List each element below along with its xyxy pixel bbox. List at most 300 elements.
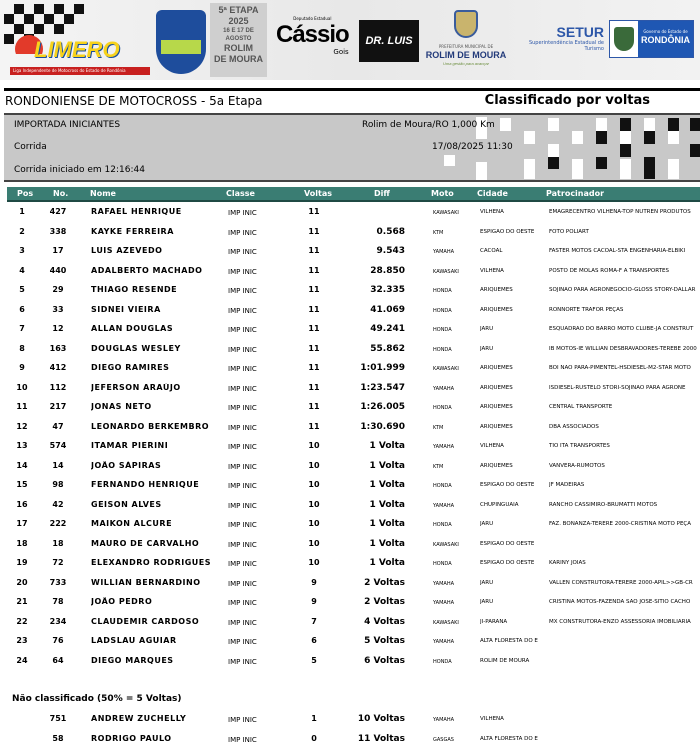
cassio-name: Cássio	[276, 21, 349, 48]
cell-pos: 12	[16, 421, 28, 431]
table-row	[7, 225, 700, 243]
column-header-diff: Diff	[374, 189, 390, 198]
cell-no: 33	[52, 304, 64, 314]
column-header-moto: Moto	[431, 189, 454, 198]
cell-moto: KAWASAKI	[433, 366, 459, 372]
cell-cidade: ARIQUEMES	[480, 404, 513, 410]
cell-cidade: ALTA FLORESTA DO E	[480, 638, 538, 644]
cell-voltas: 11	[308, 421, 320, 431]
cell-diff: 1:30.690	[360, 421, 405, 432]
cell-voltas: 11	[308, 324, 320, 333]
cell-cidade: ARIQUEMES	[480, 384, 513, 391]
cell-nome: ELEXANDRO RODRIGUES	[91, 558, 211, 567]
column-header-classe: Classe	[226, 189, 255, 198]
cell-classe: IMP INIC	[228, 404, 257, 412]
cell-no: 217	[49, 402, 67, 411]
crest-icon	[454, 10, 478, 38]
table-row	[7, 654, 700, 672]
cell-cidade: ESPIGÃO DO OESTE	[480, 560, 535, 566]
cell-nome: CLAUDEMIR CARDOSO	[91, 616, 200, 626]
cell-pos: 2	[19, 226, 25, 236]
cell-diff: 6 Voltas	[364, 655, 405, 666]
etapa-label: 5ª ETAPA	[218, 5, 259, 15]
cell-no: 72	[52, 558, 64, 567]
cell-no: 574	[49, 441, 67, 450]
cell-cidade: JARU	[480, 599, 494, 605]
cell-nome: MAIKON ALCURE	[91, 519, 173, 528]
cell-pos: 15	[16, 480, 28, 489]
cell-no: 42	[52, 499, 64, 509]
cell-classe: IMP INIC	[228, 540, 257, 549]
cell-cidade: JARU	[480, 579, 494, 586]
cell-pos: 14	[16, 460, 28, 470]
cell-diff: 1 Volta	[369, 558, 405, 568]
table-row	[7, 712, 700, 730]
cassio-gois: Gois	[333, 48, 349, 56]
cell-pat: ISDIESEL-RUSTELO STORI-SOJINÃO PARA AGRONE	[549, 384, 686, 391]
cell-classe: IMP INIC	[228, 248, 257, 256]
cell-diff: 32.335	[370, 285, 405, 295]
setur-title: SETUR	[556, 24, 604, 40]
table-row	[7, 537, 700, 555]
cell-classe: IMP INIC	[228, 501, 257, 510]
cell-pos: 7	[19, 324, 25, 333]
cell-diff: 1 Volta	[369, 480, 405, 490]
column-header-cidade: Cidade	[477, 189, 508, 198]
crest-icon	[614, 27, 634, 51]
cell-pos: 24	[16, 655, 28, 665]
cell-classe: IMP INIC	[228, 209, 257, 217]
cell-nome: JEFERSON ARAÚJO	[91, 382, 181, 392]
cell-classe: IMP INIC	[228, 326, 257, 334]
limero-logo	[4, 4, 154, 76]
cell-voltas: 10	[308, 519, 320, 528]
gov-name: RONDÔNIA	[641, 35, 690, 45]
cell-no: 222	[49, 519, 67, 528]
cell-voltas: 10	[308, 499, 320, 509]
cell-pat: ESQUADRÃO DO BARRO MOTO CLUBE-JA CONSTRUT	[549, 326, 694, 332]
cell-pat: EMAGRECENTRO VILHENA-TOP NUTREN PRODUTOS	[549, 209, 691, 215]
cell-pat: FAZ. BONANZA-TERERÉ 2000-CRISTINA MOTO PEÇA	[549, 521, 692, 527]
table-row	[7, 244, 700, 262]
cell-pos: 19	[16, 558, 28, 567]
cell-diff: 9.543	[376, 246, 405, 256]
cell-classe: IMP INIC	[228, 735, 257, 744]
limero-logo-text: LIMERO	[34, 37, 120, 62]
cell-no: 440	[49, 265, 67, 275]
cell-moto: YAMAHA	[433, 717, 455, 723]
cell-pos: 5	[19, 285, 25, 294]
cell-voltas: 11	[308, 265, 320, 275]
cell-diff: 1 Volta	[369, 538, 405, 549]
not-classified-label: Não classificado (50% = 5 Voltas)	[12, 694, 182, 704]
cell-no: 64	[52, 655, 64, 665]
cell-cidade: ESPIGÃO DO OESTE	[480, 540, 535, 547]
event-badge	[156, 10, 206, 74]
etapa-local1: ROLIM	[224, 43, 253, 53]
cell-classe: IMP INIC	[228, 345, 257, 354]
cell-cidade: JI-PARANÁ	[480, 618, 508, 625]
page-subtitle: Classificado por voltas	[484, 93, 650, 108]
column-header-nome: Nome	[90, 189, 116, 198]
cell-cidade: ARIQUEMES	[480, 287, 513, 293]
cell-classe: IMP INIC	[228, 599, 257, 607]
cell-pos: 4	[19, 265, 25, 275]
cell-nome: RODRIGO PAULO	[91, 733, 172, 743]
cell-no: 58	[52, 733, 64, 743]
cell-pat: RANCHO CASSIMIRO-BRUMATTI MOTOS	[549, 501, 658, 508]
cell-moto: YAMAHA	[433, 502, 455, 509]
cell-voltas: 11	[308, 363, 320, 372]
cell-pos: 9	[19, 363, 25, 372]
cell-pat: JF MADEIRAS	[549, 482, 585, 488]
cell-pat: FOTO POLIART	[549, 228, 589, 235]
cell-moto: KTM	[433, 463, 444, 470]
setur-sub1: Superintendência Estadual de	[528, 40, 604, 46]
cell-pat: VALLEN CONSTRUTORA-TERERÉ 2000-APIL>>GB-CR	[549, 579, 693, 586]
etapa-year: 2025	[228, 16, 249, 26]
cell-no: 18	[52, 538, 64, 548]
cell-no: 29	[52, 285, 64, 294]
cell-voltas: 0	[311, 733, 317, 743]
cell-nome: WILLIAN BERNARDINO	[91, 577, 201, 587]
cell-voltas: 10	[308, 480, 320, 489]
cell-pat: CENTRAL TRANSPORTE	[549, 404, 613, 410]
cell-cidade: CACOAL	[480, 248, 503, 254]
governo-logo	[609, 20, 694, 58]
cell-nome: DOUGLAS WESLEY	[91, 343, 181, 353]
cell-diff: 28.850	[370, 265, 405, 276]
gov-label: Governo do Estado de	[643, 29, 688, 34]
cell-no: 412	[49, 363, 67, 372]
table-row	[7, 732, 700, 750]
cell-moto: HONDA	[433, 307, 452, 314]
cell-cidade: JARU	[480, 345, 494, 352]
cell-diff: 1:23.547	[360, 382, 405, 393]
cell-classe: IMP INIC	[228, 462, 257, 471]
luis-logo: DR. LUIS	[359, 20, 419, 62]
prefeitura-label: PREFEITURA MUNICIPAL DE	[438, 44, 494, 49]
cell-nome: ALLAN DOUGLAS	[91, 324, 174, 333]
cell-nome: SIDNEI VIEIRA	[91, 304, 161, 314]
cell-pos: 10	[16, 382, 28, 392]
cell-pat: KARINY JÓIAS	[549, 560, 586, 566]
cell-moto: YAMAHA	[433, 600, 455, 606]
cell-pos: 16	[16, 499, 28, 509]
cell-voltas: 11	[308, 226, 320, 236]
cell-moto: YAMAHA	[433, 385, 455, 392]
cell-classe: IMP INIC	[228, 306, 257, 315]
cell-cidade: ROLIM DE MOURA	[480, 657, 530, 664]
page-title: RONDONIENSE DE MOTOCROSS - 5a Etapa	[5, 94, 263, 108]
cell-no: 751	[49, 714, 67, 723]
cell-voltas: 10	[308, 558, 320, 567]
cell-diff: 10 Voltas	[357, 714, 405, 724]
cell-moto: YAMAHA	[433, 639, 455, 645]
cell-classe: IMP INIC	[228, 482, 257, 490]
cell-voltas: 10	[308, 460, 320, 470]
table-row	[7, 303, 700, 321]
sponsor-banner	[0, 0, 700, 80]
cell-diff: 5 Voltas	[364, 636, 405, 646]
cell-moto: YAMAHA	[433, 580, 455, 587]
cell-cidade: ARIQUEMES	[480, 462, 513, 469]
cell-moto: KAWASAKI	[433, 541, 459, 548]
cell-cidade: JARU	[480, 521, 494, 527]
cell-cidade: ESPIGÃO DO OESTE	[480, 482, 535, 488]
cell-pat: MX CONSTRUTORA-ENZO ASSESSÓRIA IMOBILIÁRIA	[549, 618, 691, 625]
cell-diff: 49.241	[370, 324, 405, 334]
race-info	[4, 113, 700, 182]
table-row	[7, 439, 700, 457]
cell-diff: 0.568	[376, 226, 405, 237]
cell-diff: 1 Volta	[369, 499, 405, 510]
cell-pat: POSTO DE MOLAS ROMA-F A TRANSPORTES	[549, 267, 669, 274]
table-row	[7, 576, 700, 594]
cell-diff: 1 Volta	[369, 519, 405, 529]
cell-classe: IMP INIC	[228, 423, 257, 432]
cell-no: 78	[52, 597, 64, 606]
setur-sub2: Turismo	[584, 46, 604, 52]
table-row	[7, 498, 700, 516]
table-row	[7, 556, 700, 574]
cassio-logo	[276, 16, 349, 57]
cell-nome: DIEGO MARQUES	[91, 655, 174, 665]
cell-pos: 13	[16, 441, 28, 450]
cell-cidade: ARIQUEMES	[480, 306, 513, 313]
cell-nome: RAFAEL HENRIQUE	[91, 207, 182, 216]
cell-cidade: VILHENA	[480, 267, 504, 274]
cell-nome: GEISON ALVES	[91, 499, 162, 509]
cell-pos: 17	[16, 519, 28, 528]
limero-subtitle: Liga Independente de Motocross do Estado de Rondônia	[10, 67, 150, 75]
cell-voltas: 9	[311, 597, 317, 606]
cell-pos: 18	[16, 538, 28, 548]
cell-voltas: 6	[311, 636, 317, 645]
cell-pos: 8	[19, 343, 25, 353]
cell-voltas: 11	[308, 382, 320, 392]
cell-nome: LEONARDO BERKEMBRO	[91, 421, 210, 431]
cell-moto: KAWASAKI	[433, 268, 459, 275]
cell-cidade: ALTA FLORESTA DO E	[480, 735, 538, 742]
cell-classe: IMP INIC	[228, 287, 257, 295]
cell-voltas: 11	[308, 402, 320, 411]
cell-no: 234	[49, 616, 67, 626]
cell-classe: IMP INIC	[228, 228, 257, 237]
cell-diff: 11 Voltas	[357, 733, 405, 744]
prefeitura-name: ROLIM DE MOURA	[425, 50, 507, 60]
cell-moto: KTM	[433, 424, 444, 431]
cell-no: 163	[49, 343, 67, 353]
race-category: IMPORTADA INICIANTES	[14, 120, 121, 130]
cell-voltas: 11	[308, 207, 320, 216]
cell-cidade: VILHENA	[480, 443, 504, 449]
cell-diff: 41.069	[370, 304, 405, 315]
table-row	[7, 595, 700, 613]
cell-diff: 4 Voltas	[364, 616, 405, 627]
table-row	[7, 361, 700, 379]
cell-nome: JOÃO PEDRO	[91, 597, 153, 606]
cell-diff: 2 Voltas	[364, 597, 405, 607]
cell-pat: SOJINÃO PARA AGRONEGÓCIO-GLOSS STORY-DALLAR	[549, 287, 696, 293]
table-row	[7, 420, 700, 438]
cell-cidade: VILHENA	[480, 716, 504, 722]
cell-classe: IMP INIC	[228, 443, 257, 451]
cell-moto: HONDA	[433, 288, 452, 294]
cell-no: 98	[52, 480, 64, 489]
cell-classe: IMP INIC	[228, 618, 257, 627]
race-date: 17/08/2025 11:30	[432, 142, 513, 152]
cell-classe: IMP INIC	[228, 365, 257, 373]
cell-moto: HONDA	[433, 522, 452, 528]
cell-cidade: CHUPINGUAIA	[480, 501, 519, 508]
cell-pos: 11	[16, 402, 28, 411]
cell-pat: TIO ITA TRANSPORTES	[549, 443, 610, 449]
table-row	[7, 283, 700, 301]
prefeitura-logo	[421, 10, 511, 67]
cell-cidade: JARU	[480, 326, 494, 332]
cell-moto: KAWASAKI	[433, 210, 459, 216]
cell-voltas: 11	[308, 285, 320, 294]
cell-classe: IMP INIC	[228, 638, 257, 646]
column-header-no: No.	[53, 189, 69, 198]
cell-moto: KAWASAKI	[433, 619, 459, 626]
table-row	[7, 634, 700, 652]
cell-nome: MAURO DE CARVALHO	[91, 538, 200, 548]
cell-pos: 6	[19, 304, 25, 314]
cell-voltas: 11	[308, 343, 320, 353]
cell-cidade: ESPIGAO DO OESTE	[480, 228, 535, 235]
column-header-voltas: Voltas	[304, 189, 332, 198]
cell-classe: IMP INIC	[228, 560, 257, 568]
cell-moto: HONDA	[433, 483, 452, 489]
cell-diff: 1 Volta	[369, 441, 405, 451]
cell-nome: THIAGO RESENDE	[91, 285, 178, 294]
cell-moto: HONDA	[433, 561, 452, 567]
cell-voltas: 10	[308, 441, 320, 450]
cell-nome: JONAS NETO	[91, 402, 152, 411]
cell-classe: IMP INIC	[228, 384, 257, 393]
cell-pos: 20	[16, 577, 28, 587]
table-row	[7, 381, 700, 399]
cell-pat: BOI NÃO PARA-PIMENTEL-HSDIESEL-M2-STAR MOTO	[549, 365, 691, 371]
cell-pat: RONNORTE TRAFOR PEÇAS	[549, 306, 624, 313]
table-row	[7, 322, 700, 340]
cell-diff: 1:01.999	[360, 363, 405, 373]
table-row	[7, 615, 700, 633]
cell-cidade: ARIQUEMES	[480, 365, 513, 371]
cell-pos: 1	[19, 207, 25, 216]
cell-cidade: ARIQUEMES	[480, 423, 513, 430]
cell-voltas: 10	[308, 538, 320, 548]
cell-pat: DBA ASSOCIADOS	[549, 423, 599, 430]
cell-voltas: 11	[308, 304, 320, 314]
cell-no: 17	[52, 246, 64, 255]
cell-moto: KTM	[433, 229, 444, 236]
cell-moto: GASGAS	[433, 736, 454, 743]
etapa-dates: 16 E 17 DE AGOSTO	[223, 28, 254, 42]
table-row	[7, 264, 700, 282]
cell-nome: DIEGO RAMIRES	[91, 363, 170, 372]
cell-moto: HONDA	[433, 346, 452, 353]
etapa-box	[210, 3, 267, 77]
cell-no: 14	[52, 460, 64, 470]
cell-voltas: 1	[311, 714, 317, 723]
cell-no: 733	[49, 577, 67, 587]
results-table-header	[7, 187, 700, 202]
table-row	[7, 342, 700, 360]
cell-classe: IMP INIC	[228, 521, 257, 529]
cell-classe: IMP INIC	[228, 716, 257, 724]
cell-nome: JOÃO SÁPIRAS	[91, 460, 162, 470]
race-type: Corrida	[14, 142, 47, 152]
cell-pat: FASTER MOTOS CACOAL-STA ENGENHARIA-ELBIKI	[549, 248, 686, 254]
cell-pos: 3	[19, 246, 25, 255]
cell-diff: 1:26.005	[360, 402, 405, 412]
table-row	[7, 478, 700, 496]
cell-diff: 1 Volta	[369, 460, 405, 471]
cell-diff: 2 Voltas	[364, 577, 405, 588]
table-row	[7, 517, 700, 535]
race-location: Rolim de Moura/RO 1,000 Km	[362, 120, 495, 130]
cell-no: 12	[52, 324, 64, 333]
cell-nome: ANDREW ZUCHELLY	[91, 714, 187, 723]
cell-voltas: 5	[311, 655, 317, 665]
cell-moto: HONDA	[433, 658, 452, 665]
cell-classe: IMP INIC	[228, 657, 257, 666]
cell-pos: 22	[16, 616, 28, 626]
cell-moto: YAMAHA	[433, 249, 455, 255]
etapa-local2: DE MOURA	[214, 54, 263, 64]
cell-pos: 23	[16, 636, 28, 645]
cell-nome: KAYKE FERREIRA	[91, 226, 174, 236]
cell-no: 338	[49, 226, 67, 236]
table-row	[7, 459, 700, 477]
cell-pat: IB MOTOS-IE WILLIAN DESBRAVADORES-TEREBE 2000	[549, 345, 697, 352]
table-row	[7, 400, 700, 418]
race-start-time: Corrida iniciado em 12:16:44	[14, 165, 145, 175]
cell-moto: HONDA	[433, 405, 452, 411]
setur-logo	[512, 24, 604, 52]
cell-voltas: 11	[308, 246, 320, 255]
prefeitura-slogan: Uma gestão para avançar	[442, 61, 490, 66]
divider	[4, 88, 700, 91]
cell-nome: ADALBERTO MACHADO	[91, 265, 203, 275]
cell-classe: IMP INIC	[228, 579, 257, 588]
column-header-pos: Pos	[17, 189, 34, 198]
cell-nome: ITAMAR PIERINI	[91, 441, 169, 450]
cell-pat: CRISTINA MOTOS-FAZENDA SÃO JOSÉ-SÍTIO CACHO	[549, 599, 691, 605]
cell-nome: LADSLAU AGUIAR	[91, 636, 177, 645]
cell-pat: VANVERA-RUMOTOS	[549, 462, 605, 469]
cell-cidade: VILHENA	[480, 209, 504, 215]
cell-classe: IMP INIC	[228, 267, 257, 276]
cell-nome: FERNANDO HENRIQUE	[91, 480, 200, 489]
cell-pos: 21	[16, 597, 28, 606]
column-header-patrocinador: Patrocinador	[546, 189, 605, 198]
cell-no: 47	[52, 421, 64, 431]
cell-moto: YAMAHA	[433, 444, 455, 450]
cell-nome: LUIS AZEVEDO	[91, 246, 163, 255]
cell-voltas: 7	[311, 616, 317, 626]
cell-no: 427	[49, 207, 67, 216]
table-row	[7, 205, 700, 223]
cell-no: 112	[49, 382, 67, 392]
cell-moto: HONDA	[433, 327, 452, 333]
cell-diff: 55.862	[370, 343, 405, 354]
cassio-dep: Deputado Estadual	[293, 16, 332, 21]
cell-no: 76	[52, 636, 64, 645]
